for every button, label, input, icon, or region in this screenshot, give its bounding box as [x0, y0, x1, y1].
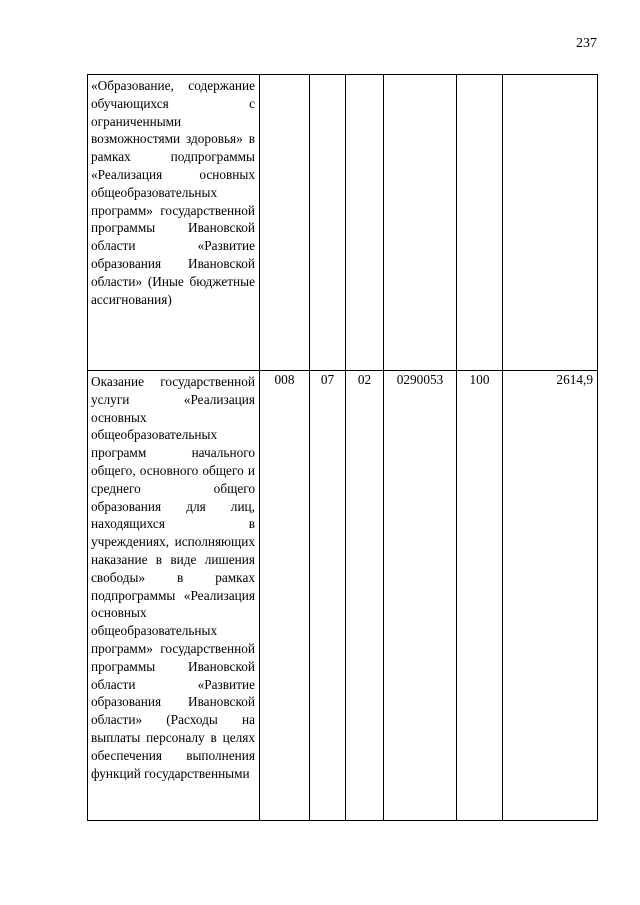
subsection-code-cell — [346, 75, 384, 371]
row-description: Оказание государственной услуги «Реализация основных общеобразовательных программ начального общего, основного общего и среднего общего образования для лиц, находящихся в учреждениях, исполняющих наказание в виде лишения свободы» в рамках подпрограммы «Реализация основных общеобразовательных программ» государственной программы Ивановской области «Развитие образования Ивановской области» (Расходы на выплаты персоналу в целях обеспечения выполнения функций государственными — [88, 371, 260, 821]
expense-type-cell — [457, 75, 503, 371]
amount-cell — [503, 75, 598, 371]
section-code-cell: 07 — [310, 371, 346, 821]
ministry-code-cell: 008 — [260, 371, 310, 821]
section-code-cell — [310, 75, 346, 371]
table-row — [88, 75, 598, 371]
row-description: «Образование, содержание обучающихся с ограниченными возможностями здоровья» в рамках подпрограммы «Реализация основных общеобразовательных программ» государственной программы Ивановской области «Развитие образования Ивановской области» (Иные бюджетные ассигнования) — [88, 75, 260, 371]
budget-table — [87, 74, 598, 821]
expense-type-cell: 100 — [457, 371, 503, 821]
amount-cell: 2614,9 — [503, 371, 598, 821]
ministry-code-cell — [260, 75, 310, 371]
target-article-cell — [384, 75, 457, 371]
subsection-code-cell: 02 — [346, 371, 384, 821]
target-article-cell: 0290053 — [384, 371, 457, 821]
page-number: 237 — [576, 36, 597, 51]
table-row — [88, 371, 598, 821]
